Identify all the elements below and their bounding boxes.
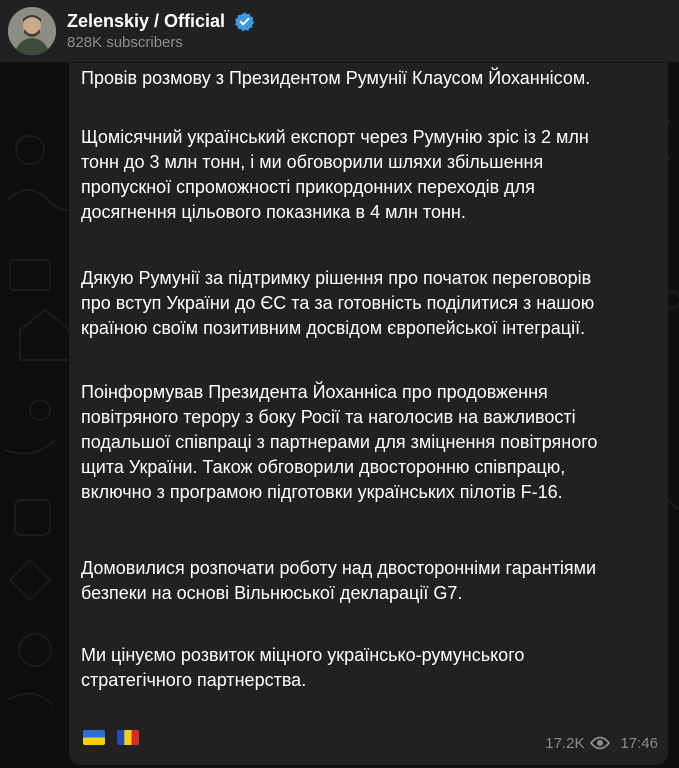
- view-count: 17.2K: [545, 734, 585, 752]
- channel-name[interactable]: Zelenskiy / Official: [67, 11, 226, 31]
- message-line: повітряного терору з боку Росії та наголосив на важливості: [81, 407, 576, 427]
- message-line: Домовилися розпочати роботу над двосторонніми гарантіями: [81, 558, 597, 578]
- message-paragraph: [81, 66, 590, 91]
- message-line: країною своїм позитивним досвідом європейської інтеграції.: [81, 318, 586, 338]
- message-line: Дякую Румунії за підтримку рішення про початок переговорів: [81, 268, 592, 288]
- subscriber-count: 828K subscribers: [67, 34, 183, 51]
- message-paragraph: [81, 380, 597, 505]
- message-time: 17:46: [620, 734, 658, 752]
- message-paragraph: [81, 125, 589, 225]
- message-line: про вступ України до ЄС та за готовність поділитися з нашою: [81, 293, 595, 313]
- message-paragraph: [81, 556, 596, 606]
- ukraine-flag-icon: [83, 730, 105, 745]
- channel-avatar[interactable]: [8, 7, 56, 55]
- verified-badge-icon: [234, 11, 255, 32]
- message-line: щита України. Також обговорили двосторонню співпрацю,: [81, 457, 566, 477]
- message-line: стратегічного партнерства.: [81, 670, 307, 690]
- eye-icon: [590, 736, 610, 750]
- message-line: Ми цінуємо розвиток міцного українсько-румунського: [81, 645, 525, 665]
- message-meta: [545, 734, 658, 752]
- romania-flag-icon: [117, 730, 139, 745]
- message-line: Щомісячний український експорт через Румунію зріс із 2 млн: [81, 127, 589, 147]
- message-line: Поінформував Президента Йоханніса про продовження: [81, 382, 548, 402]
- message-line: досягнення цільового показника в 4 млн тонн.: [81, 202, 466, 222]
- message-paragraph: [81, 266, 594, 341]
- message-paragraph: [81, 643, 524, 693]
- message-line: тонн до 3 млн тонн, і ми обговорили шляхи збільшення: [81, 152, 544, 172]
- flag-emojis: [83, 729, 147, 749]
- message-bubble[interactable]: [69, 62, 668, 765]
- message-line: пропускної спроможності прикордонних переходів для: [81, 177, 535, 197]
- message-line: включно з програмою підготовки українських пілотів F-16.: [81, 482, 563, 502]
- message-line: безпеки на основі Вільнюської декларації G7.: [81, 583, 463, 603]
- channel-header[interactable]: [0, 0, 679, 63]
- message-line: подальшої співпраці з партнерами для зміцнення повітряного: [81, 432, 598, 452]
- message-line: Провів розмову з Президентом Румунії Клаусом Йоханнісом.: [81, 68, 591, 88]
